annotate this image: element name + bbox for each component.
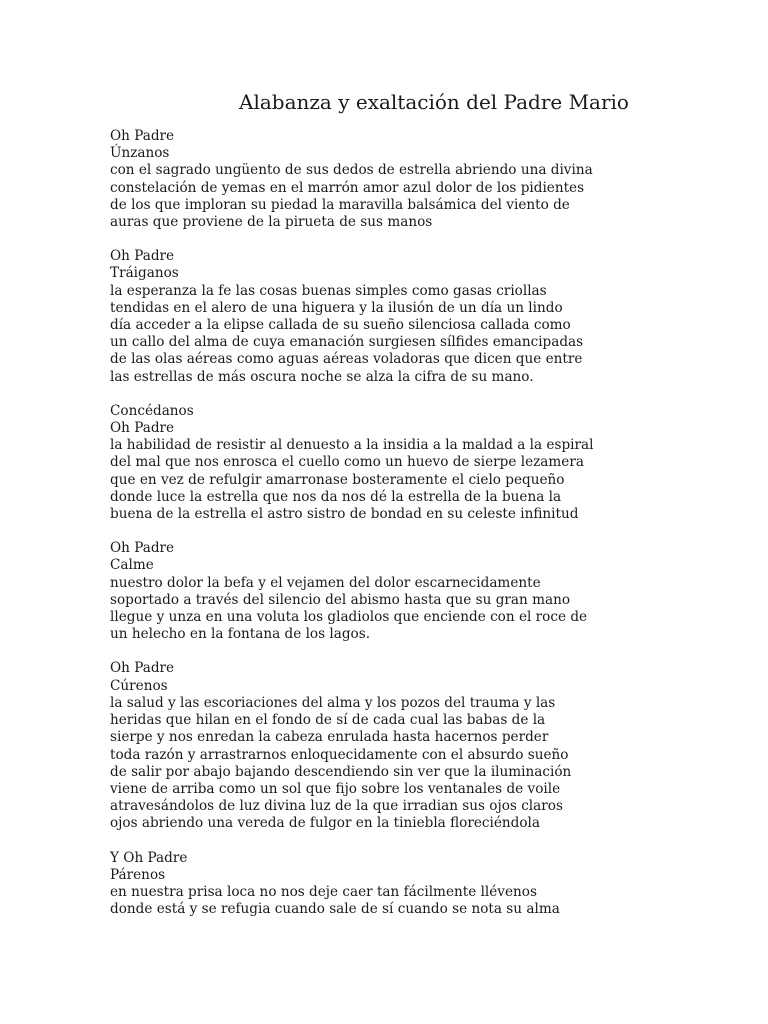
poem-stanza xyxy=(110,403,708,523)
document-title: Alabanza y exaltación del Padre Mario xyxy=(239,90,629,114)
poem-line: la esperanza la fe las cosas buenas simples como gasas criollas xyxy=(110,282,547,299)
poem-body xyxy=(110,128,708,918)
poem-line: Oh Padre xyxy=(110,128,175,144)
poem-line: toda razón y arrastrarnos enloquecidamente con el absurdo sueño xyxy=(110,746,569,763)
poem-line: Oh Padre xyxy=(110,660,175,677)
poem-line: de salir por abajo bajando descendiendo sin ver que la iluminación xyxy=(110,763,572,780)
poem-line: la salud y las escoriaciones del alma y los pozos del trauma y las xyxy=(110,694,556,711)
poem-line: viene de arriba como un sol que fijo sobre los ventanales de voile xyxy=(110,780,561,797)
poem-line: Oh Padre xyxy=(110,248,175,265)
poem-line: donde luce la estrella que nos da nos dé la estrella de la buena la xyxy=(110,488,562,505)
poem-line: con el sagrado ungüento de sus dedos de estrella abriendo una divina xyxy=(110,162,593,179)
poem-stanza xyxy=(110,850,708,919)
poem-line: de las olas aéreas como aguas aéreas voladoras que dicen que entre xyxy=(110,351,583,368)
poem-line: que en vez de refulgir amarronase bosteramente el cielo pequeño xyxy=(110,471,565,488)
poem-line: buena de la estrella el astro sistro de bondad en su celeste infinitud xyxy=(110,506,579,523)
poem-line: donde está y se refugia cuando sale de sí cuando se nota su alma xyxy=(110,901,560,918)
poem-line: tendidas en el alero de una higuera y la ilusión de un día un lindo xyxy=(110,299,563,316)
poem-line: Cúrenos xyxy=(110,677,168,694)
poem-line: un callo del alma de cuya emanación surgiesen sílfides emancipadas xyxy=(110,334,584,351)
poem-line: un helecho en la fontana de los lagos. xyxy=(110,626,371,643)
poem-line: Y Oh Padre xyxy=(110,849,188,866)
poem-line: en nuestra prisa loca no nos deje caer tan fácilmente llévenos xyxy=(110,883,537,900)
poem-line: sierpe y nos enredan la cabeza enrulada hasta hacernos perder xyxy=(110,729,549,746)
poem-line: atravesándolos de luz divina luz de la que irradian sus ojos claros xyxy=(110,798,563,815)
poem-line: constelación de yemas en el marrón amor azul dolor de los pidientes xyxy=(110,179,585,196)
poem-line: Tráiganos xyxy=(110,265,179,282)
poem-line: Concédanos xyxy=(110,402,194,419)
poem-stanza xyxy=(110,540,708,643)
poem-line: Oh Padre xyxy=(110,540,175,557)
poem-line: Oh Padre xyxy=(110,420,175,437)
poem-line: la habilidad de resistir al denuesto a la insidia a la maldad a la espiral xyxy=(110,437,594,454)
poem-stanza xyxy=(110,660,708,832)
poem-line: día acceder a la elipse callada de su sueño silenciosa callada como xyxy=(110,317,571,334)
poem-line: Únzanos xyxy=(110,145,170,162)
poem-line: auras que proviene de la pirueta de sus manos xyxy=(110,214,433,231)
poem-line: del mal que nos enrosca el cuello como un huevo de sierpe lezamera xyxy=(110,454,584,471)
poem-line: las estrellas de más oscura noche se alza la cifra de su mano. xyxy=(110,368,534,385)
poem-line: heridas que hilan en el fondo de sí de cada cual las babas de la xyxy=(110,712,546,729)
poem-line: llegue y unza en una voluta los gladiolos que enciende con el roce de xyxy=(110,609,588,626)
poem-stanza xyxy=(110,248,708,386)
poem-line: nuestro dolor la befa y el vejamen del dolor escarnecidamente xyxy=(110,574,541,591)
poem-line: Calme xyxy=(110,557,154,574)
poem-line: Párenos xyxy=(110,866,166,883)
poem-line: de los que imploran su piedad la maravilla balsámica del viento de xyxy=(110,196,570,213)
poem-line: soportado a través del silencio del abismo hasta que su gran mano xyxy=(110,591,571,608)
poem-stanza xyxy=(110,128,708,231)
poem-line: ojos abriendo una vereda de fulgor en la tiniebla floreciéndola xyxy=(110,815,540,832)
